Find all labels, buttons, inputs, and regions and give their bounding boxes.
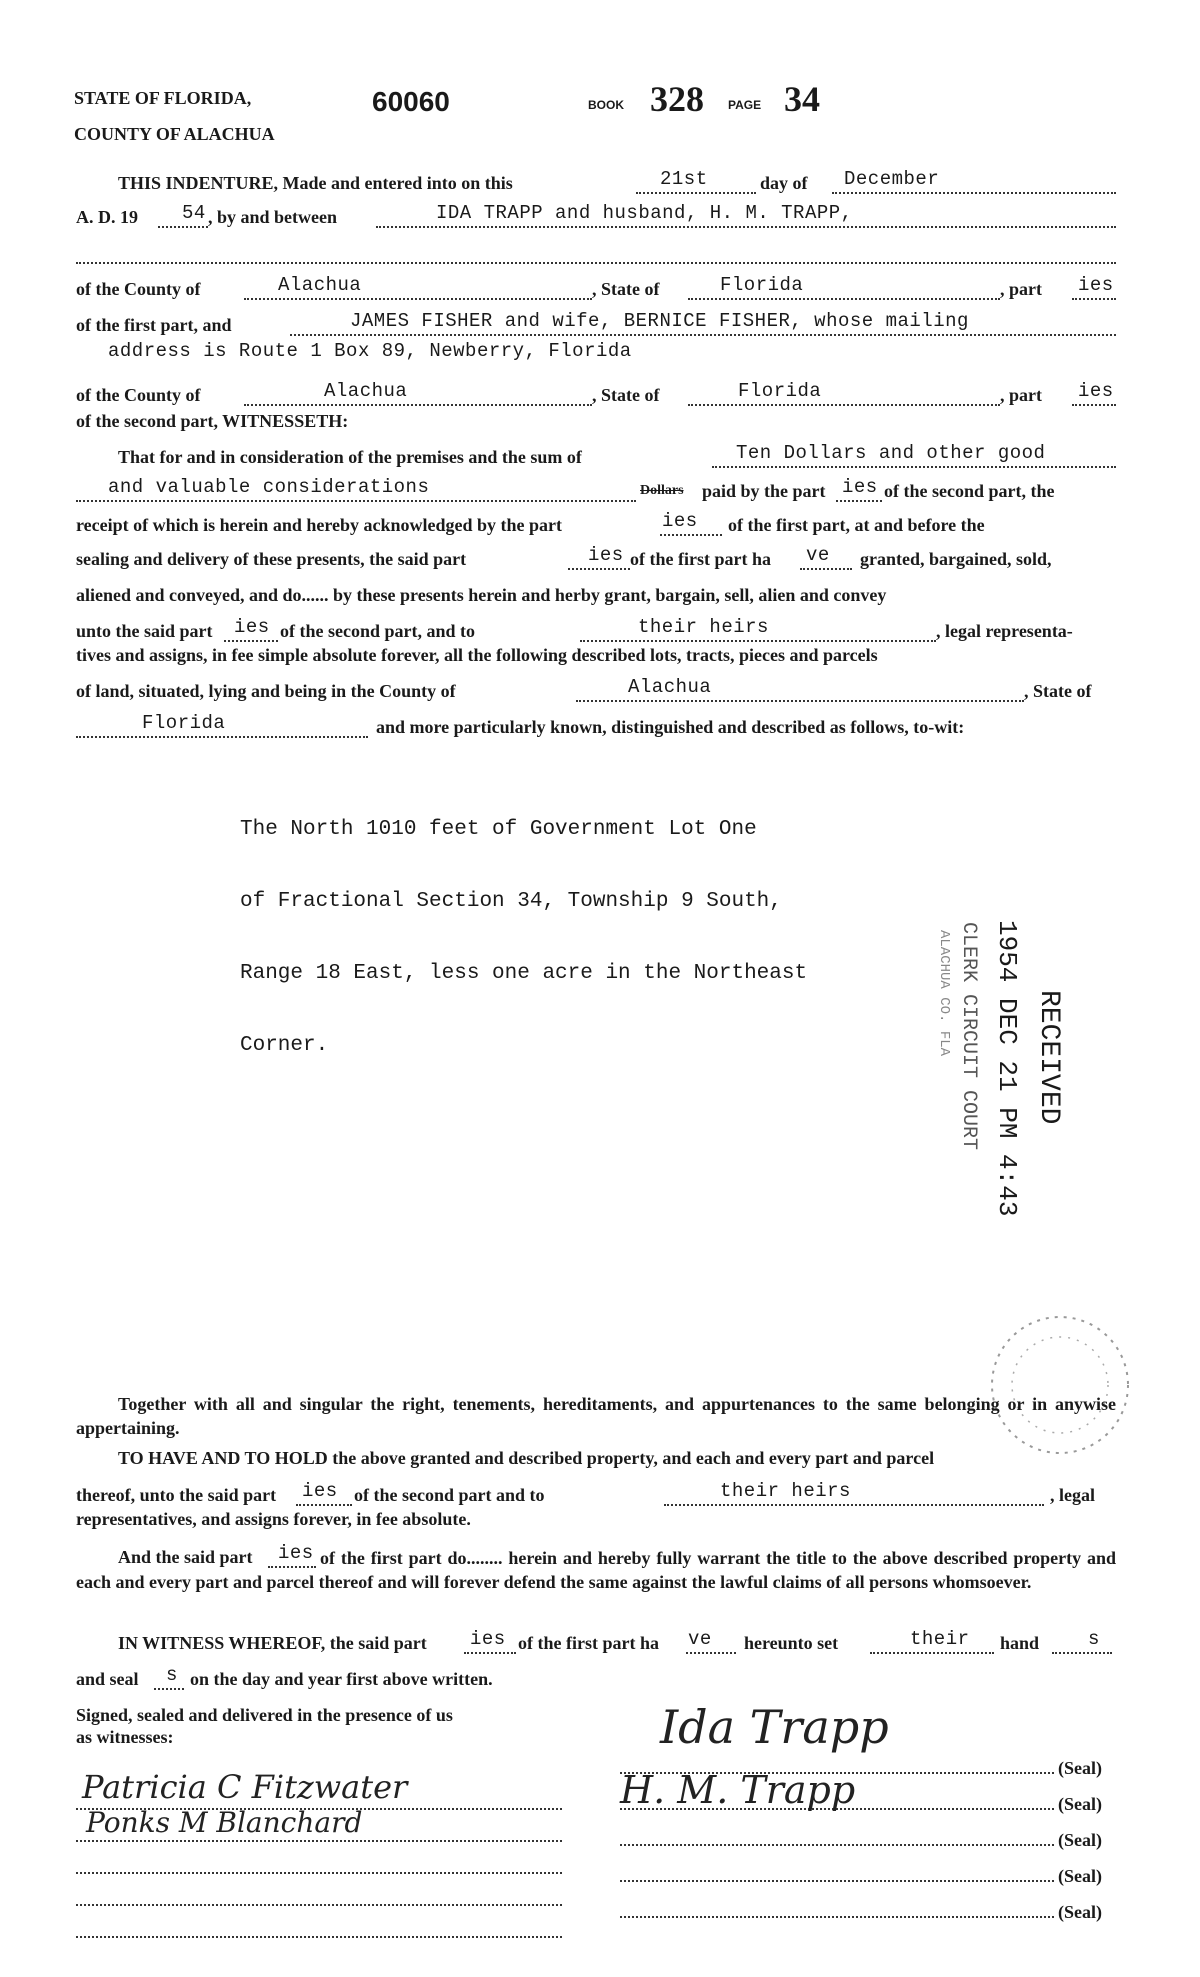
party2-names: JAMES FISHER and wife, BERNICE FISHER, whose mailing [350,310,969,332]
part2-field [1072,380,1116,406]
county1-value: Alachua [278,274,362,296]
party2-field [290,310,1116,336]
sealing-tail: granted, bargained, sold, [860,549,1052,569]
second-part-the: of the second part, the [884,481,1055,501]
page-label: PAGE [728,98,762,112]
paid-label: paid by the part [702,481,826,501]
book-number: 328 [650,79,704,119]
witness-their-field [870,1628,994,1654]
representatives-text: representatives, and assigns forever, in fee absolute. [76,1509,471,1529]
seal-label-1: (Seal) [1058,1758,1102,1778]
thereof-heirs: their heirs [720,1480,851,1502]
notary-seal-icon [980,1300,1130,1470]
seal-tail: on the day and year first above written. [190,1669,493,1689]
page-number: 34 [784,79,820,119]
witnesseth-label: of the second part, WITNESSETH: [76,411,349,431]
sealing-mid: of the first part ha [630,549,771,569]
county-of-label-2: of the County of [76,385,201,405]
received-stamp-clerk: CLERK CIRCUIT COURT [957,922,980,1151]
receipt-part-field [660,510,722,536]
witness-signature-2: Ponks M Blanchard [86,1806,363,1839]
received-stamp-title: RECEIVED [1033,990,1064,1125]
aliened-text: aliened and conveyed, and do...... by these presents herein and herby grant, bargain, sell, alien and convey [76,585,887,605]
hold-paragraph: TO HAVE AND TO HOLD the above granted and described property, and each and every part and parcel [118,1448,935,1468]
grantor-line-4 [620,1878,1054,1882]
sealing-ha-field [800,544,852,570]
warrant-suffix: ies [278,1542,314,1564]
state2-value: Florida [738,380,822,402]
month-value: December [844,168,940,190]
witness-line-4 [76,1902,562,1906]
paid-suffix: ies [842,476,878,498]
sealing-ha-suffix: ve [806,544,830,566]
grantor-signature-1: Ida Trapp [660,1700,889,1754]
sum-line-1: Ten Dollars and other good [736,442,1046,464]
document-number: 60060 [372,86,450,117]
blank-line [76,242,1116,264]
witness-suffix: ies [470,1628,506,1650]
witnesses-label: as witnesses: [76,1727,174,1747]
legal-line: The North 1010 feet of Government Lot One [240,818,757,841]
seal-label-3: (Seal) [1058,1830,1102,1850]
state1-field [688,274,1000,300]
part1-field [1072,274,1116,300]
day-of-label: day of [760,173,808,193]
sealing-suffix: ies [588,544,624,566]
legal-line: of Fractional Section 34, Township 9 South, [240,890,782,913]
sealing-part-field [568,544,630,570]
dollars-struck: Dollars [640,483,684,498]
year-field [158,202,208,228]
witness-part-field [464,1628,516,1654]
witness-line-3 [76,1870,562,1874]
seal-label: and seal [76,1669,139,1689]
indenture-made-label: THIS INDENTURE, Made and entered into on this [118,173,513,193]
state1-value: Florida [720,274,804,296]
together-paragraph: Together with all and singular the right, tenements, hereditaments, and appurtenances to the same belonging or in anywise appertaining. [76,1394,1116,1438]
county2-value: Alachua [324,380,408,402]
described-label: and more particularly known, distinguished and described as follows, to-wit: [376,717,965,737]
grantor-signature-2: H. M. Trapp [620,1768,856,1812]
state-of-label-1: , State of [592,279,660,299]
thereof-heirs-field [664,1480,1044,1506]
unto-mid: of the second part, and to [280,621,476,641]
sealing-text: sealing and delivery of these presents, the said part [76,549,467,569]
legal-line: Corner. [240,1034,329,1057]
sum-field-1 [712,442,1116,468]
land-state-label: , State of [1024,681,1092,701]
part2-suffix: ies [1078,380,1114,402]
land-county-field [576,676,1024,702]
warrant-label: And the said part [118,1547,253,1567]
seal-label-4: (Seal) [1058,1866,1102,1886]
grantor-line-5 [620,1914,1054,1918]
witness-label: IN WITNESS WHEREOF, the said part [118,1633,427,1653]
land-state-field [76,712,368,738]
received-stamp-datetime: 1954 DEC 21 PM 4:43 [992,920,1022,1217]
witness-mid: of the first part ha [518,1633,659,1653]
land-label: of land, situated, lying and being in the County of [76,681,456,701]
state-of-label-2: , State of [592,385,660,405]
thereof-tail: , legal [1050,1485,1095,1505]
sum-field-2 [76,476,636,502]
thereof-mid: of the second part and to [354,1485,545,1505]
state2-field [688,380,1000,406]
first-part-label: of the first part, and [76,315,232,335]
land-state: Florida [142,712,226,734]
state-heading: STATE OF FLORIDA, [74,88,252,108]
seal-part-field [154,1664,184,1690]
receipt-suffix: ies [662,510,698,532]
year-value: 54 [182,202,206,224]
assigns-text: tives and assigns, in fee simple absolute forever, all the following described lots, tracts, pieces and parcels [76,645,878,665]
legal-line: Range 18 East, less one acre in the Northeast [240,962,808,985]
witness-line-5 [76,1934,562,1938]
presence-label: Signed, sealed and delivered in the presence of us [76,1705,453,1725]
heirs-field [580,616,936,642]
county1-field [244,274,592,300]
witness-set: hereunto set [744,1633,839,1653]
witness-hand: hand [1000,1633,1040,1653]
day-value: 21st [660,168,708,190]
unto-suffix: ies [234,616,270,638]
receipt-tail: of the first part, at and before the [728,515,985,535]
witness-ha-suffix: ve [688,1628,712,1650]
seal-label-2: (Seal) [1058,1794,1102,1814]
part1-suffix: ies [1078,274,1114,296]
thereof-suffix: ies [302,1480,338,1502]
county-heading: COUNTY OF ALACHUA [74,124,275,144]
part-label-2: , part [1000,385,1042,405]
received-stamp-location: ALACHUA CO. FLA [936,930,952,1057]
witness-signature-1: Patricia C Fitzwater [82,1768,408,1806]
land-county: Alachua [628,676,712,698]
party1-field [376,202,1116,228]
witness-hand-suffix: s [1088,1628,1100,1650]
day-field [636,168,756,194]
thereof-label: thereof, unto the said part [76,1485,277,1505]
legal-description [240,770,807,1106]
county-of-label-1: of the County of [76,279,201,299]
paid-part-field [836,476,882,502]
seal-suffix: s [166,1664,178,1686]
unto-tail: , legal representa- [936,621,1073,641]
thereof-part-field [296,1480,352,1506]
grantor-line-3 [620,1842,1054,1846]
ad-label: A. D. 19 [76,207,138,227]
party2-address: address is Route 1 Box 89, Newberry, Florida [108,340,632,362]
unto-part-field [224,616,278,642]
sum-line-2: and valuable considerations [108,476,430,498]
witness-their: their [910,1628,970,1650]
consideration-intro: That for and in consideration of the premises and the sum of [118,447,582,467]
unto-label: unto the said part [76,621,213,641]
witness-ha-field [686,1628,736,1654]
seal-label-5: (Seal) [1058,1902,1102,1922]
receipt-text: receipt of which is herein and hereby acknowledged by the part [76,515,563,535]
witness-hand-field [1052,1628,1112,1654]
part-label-1: , part [1000,279,1042,299]
book-label: BOOK [588,98,624,112]
between-label: , by and between [208,207,338,227]
warrant-paragraph: of the first part do........ herein and hereby fully warrant the title to the above described property and each and every part and parcel thereof and will forever defend the same against the lawful claims of all persons whomsoever. [76,1548,1116,1592]
party1-names: IDA TRAPP and husband, H. M. TRAPP, [436,202,853,224]
county2-field [244,380,592,406]
heirs-value: their heirs [638,616,769,638]
month-field [832,168,1116,194]
